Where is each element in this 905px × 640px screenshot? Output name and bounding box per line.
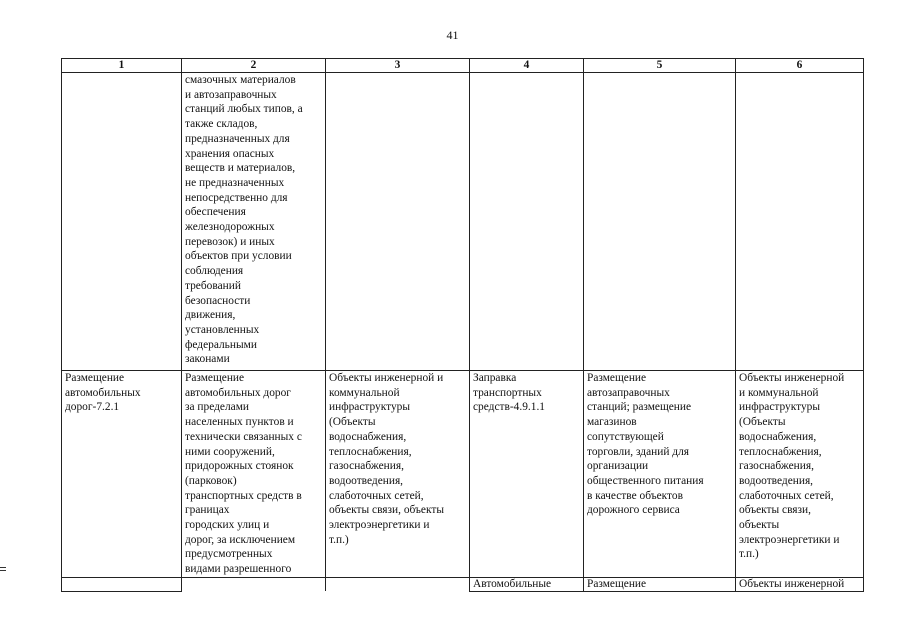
column-header-6: 6 [736,59,864,73]
column-header-3: 3 [326,59,470,73]
table-header-row [62,59,864,73]
cell-text: Объекты инженерной и коммунальной инфраструктуры (Объекты водоснабжения, теплоснабжения, газоснабжения, водоотведения, слаботочных сетей, объекты связи, объекты электроэнергетики и т.п.) [739,372,845,561]
cell-text: Заправка транспортных средств-4.9.1.1 [473,372,545,414]
column-header-1: 1 [62,59,182,73]
column-header-4: 4 [470,59,584,73]
table-row [62,577,864,591]
table-cell [584,577,736,591]
table-cell [326,73,470,371]
table-cell [736,577,864,591]
table-cell [182,73,326,371]
table-cell [736,371,864,578]
cell-text: Автомобильные [473,577,552,590]
table-cell [62,371,182,578]
table-row [62,73,864,371]
zoning-table [61,58,864,592]
table-cell [470,371,584,578]
table-cell [182,371,326,578]
cell-text: Объекты инженерной и коммунальной инфраструктуры (Объекты водоснабжения, теплоснабжения, газоснабжения, водоотведения, слаботочных сетей, объекты связи, объекты электроэнергетики и т.п.) [329,372,444,546]
table-cell [470,577,584,591]
table-cell [736,73,864,371]
cell-text: смазочных материалов и автозаправочных станций любых типов, а также складов, предназначенных для хранения опасных веществ и материалов, не предназначенных непосредственно для обеспечения железнодорожных перевозок) и иных объектов при условии соблюдения требований безопасности движения, установленных федеральными законами [185,74,303,366]
table-cell [62,73,182,371]
cell-text: Размещение [587,577,647,590]
scan-edge-mark [0,567,6,575]
table-cell [584,73,736,371]
column-header-2: 2 [182,59,326,73]
table-cell [182,577,326,591]
table-cell [584,371,736,578]
cell-text: Размещение автомобильных дорог-7.2.1 [65,372,141,414]
page-number: 41 [446,28,459,42]
table-row [62,371,864,578]
table-cell [326,577,470,591]
column-header-5: 5 [584,59,736,73]
cell-text: Размещение автомобильных дорог за пределами населенных пунктов и технически связанных с ними сооружений, придорожных стоянок (парковок) транспортных средств в границах городских улиц и дорог, за исключением предусмотренных видами разрешенного [185,372,302,576]
table-cell [326,371,470,578]
table-cell [62,577,182,591]
table-cell [470,73,584,371]
cell-text: Объекты инженерной [739,577,845,590]
cell-text: Размещение автозаправочных станций; размещение магазинов сопутствующей торговли, зданий для организации общественного питания в качестве объектов дорожного сервиса [587,372,704,517]
